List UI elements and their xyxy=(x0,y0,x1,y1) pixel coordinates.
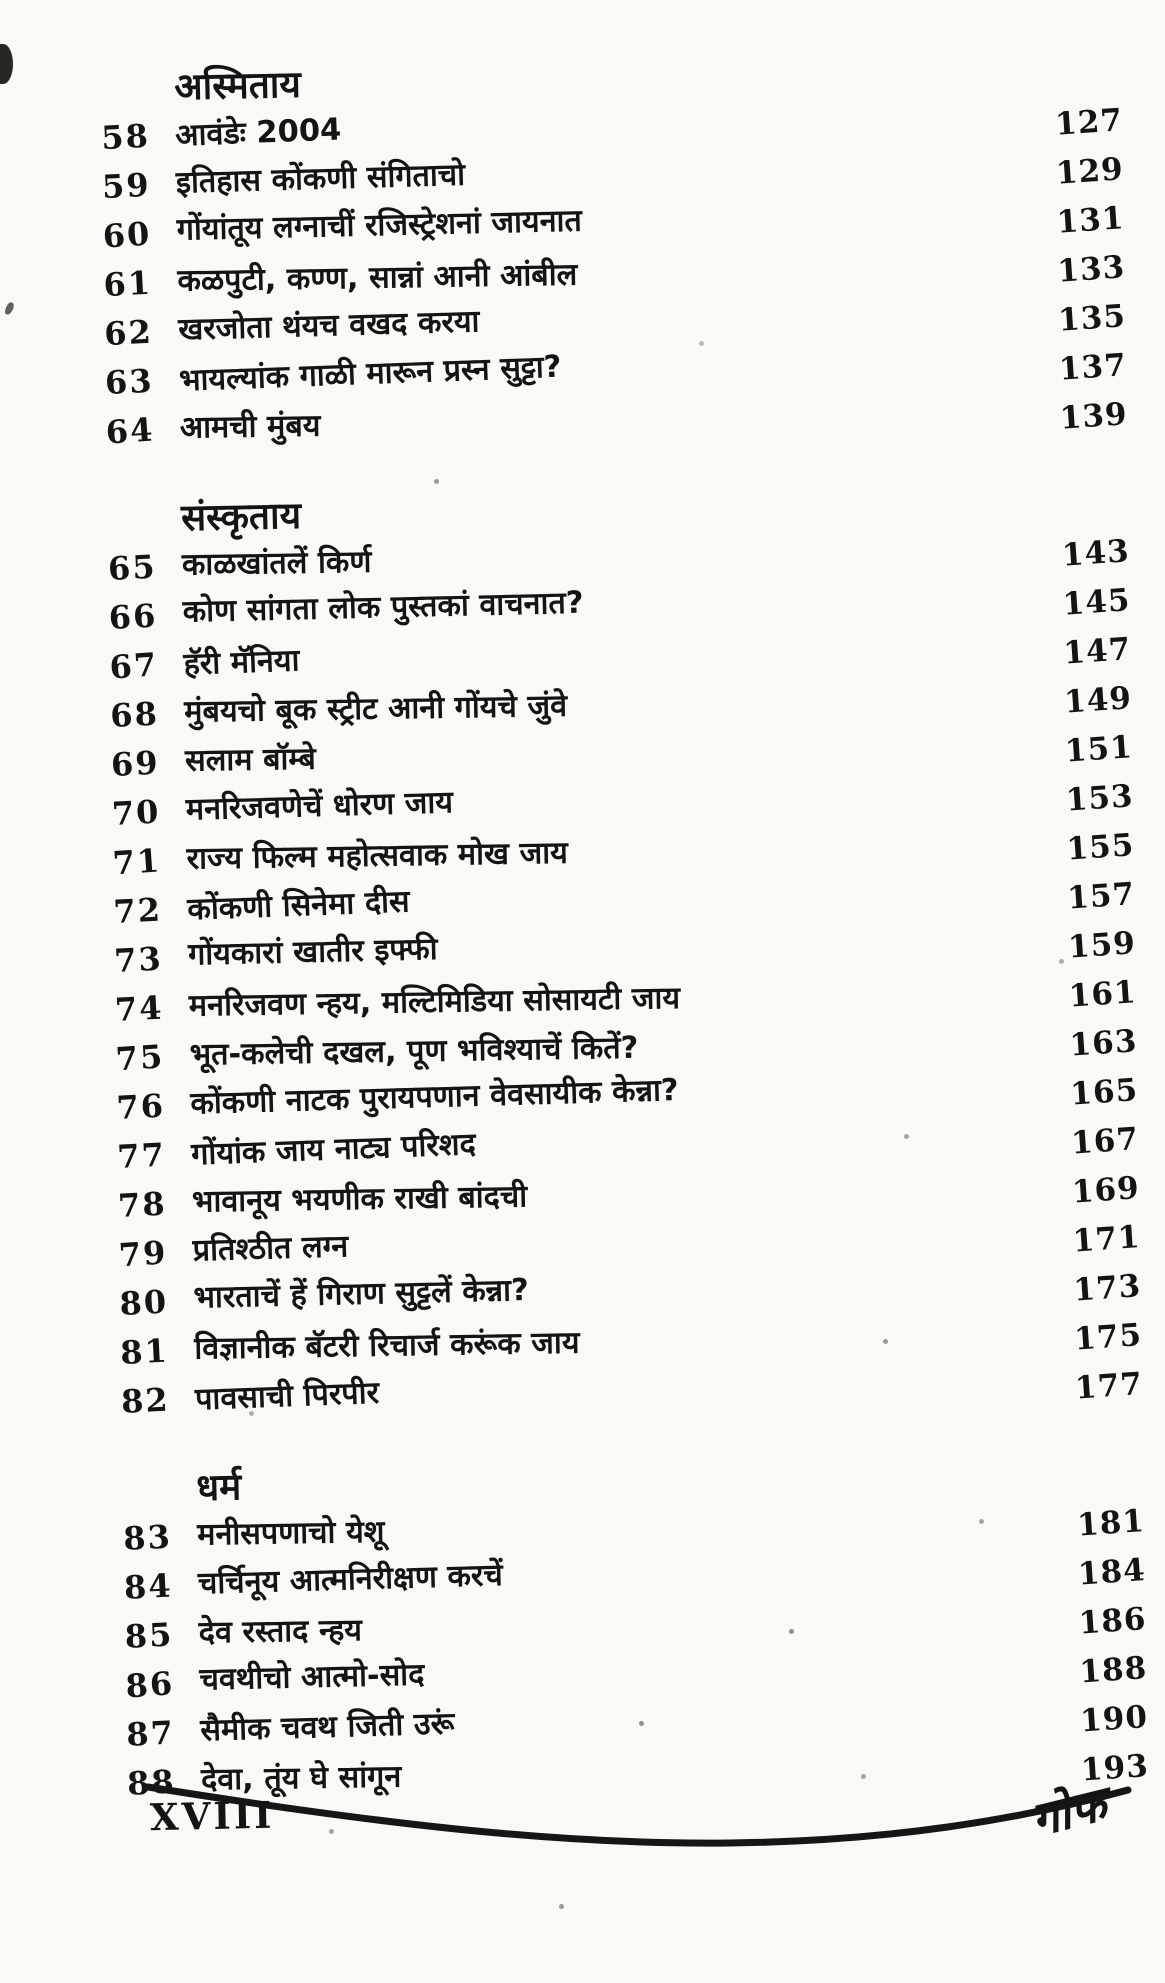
entry-number: 64 xyxy=(104,409,156,452)
entry-page-number: 147 xyxy=(1062,630,1133,672)
entry-title: इतिहास कोंकणी संगिताचो xyxy=(175,157,466,201)
entry-number: 67 xyxy=(108,644,160,687)
entry-number: 85 xyxy=(123,1614,175,1656)
entry-number: 59 xyxy=(101,165,152,206)
entry-page-number: 133 xyxy=(1056,248,1127,290)
entry-number: 81 xyxy=(119,1331,170,1372)
entry-title: कोण सांगता लोक पुस्तकां वाचनात? xyxy=(182,585,584,630)
entry-title: मुंबयचो बूक स्ट्रीट आनी गोंयचे जुंवे xyxy=(184,688,568,730)
entry-page-number: 131 xyxy=(1055,199,1126,241)
entry-page-number: 169 xyxy=(1071,1169,1142,1211)
entry-page-number: 155 xyxy=(1065,826,1136,868)
entry-title: कोंकणी नाटक पुरायपणान वेवसायीक केन्ना? xyxy=(189,1072,679,1122)
entry-number: 77 xyxy=(116,1135,167,1176)
entry-title: मनरिजवण न्हय, मल्टिमिडिया सोसायटी जाय xyxy=(188,980,681,1024)
entry-number: 72 xyxy=(112,890,163,931)
entry-title: मनरिजवणेचें धोरण जाय xyxy=(185,784,454,828)
entry-title: भूत-कलेची दखल, पूण भविश्याचें कितें? xyxy=(189,1030,639,1073)
entry-number: 79 xyxy=(117,1232,169,1274)
entry-number: 74 xyxy=(114,988,165,1029)
entry-title: गोंयांक जाय नाट्य परिशद xyxy=(190,1126,477,1172)
entry-number: 78 xyxy=(117,1184,168,1225)
entry-page-number: 159 xyxy=(1067,924,1138,966)
entry-page-number: 163 xyxy=(1068,1022,1139,1064)
scan-edge-mark xyxy=(0,44,13,84)
entry-page-number: 157 xyxy=(1066,875,1137,917)
entry-page-number: 137 xyxy=(1058,346,1129,388)
entry-title: भावानूय भयणीक राखी बांदची xyxy=(191,1178,528,1220)
entry-number: 70 xyxy=(110,792,162,833)
entry-title: काळखांतलें किर्ण xyxy=(181,544,372,583)
entry-title: मनीसपणाचो येशू xyxy=(196,1514,385,1553)
entry-page-number: 153 xyxy=(1064,777,1135,819)
entry-page-number: 161 xyxy=(1068,973,1139,1015)
entry-title: देवा, तूंय घे सांगून xyxy=(200,1758,402,1798)
entry-number: 76 xyxy=(115,1086,166,1127)
entry-title: गोंयकारां खातीर इफ्फी xyxy=(187,931,439,973)
entry-title: भायल्यांक गाळी मारून प्रस्न सुट्टा? xyxy=(178,349,562,399)
scan-specks xyxy=(0,0,3,3)
entry-page-number: 135 xyxy=(1057,297,1128,339)
section-title: अस्मिताय xyxy=(173,62,302,109)
entry-page-number: 129 xyxy=(1055,150,1126,192)
entry-number: 84 xyxy=(123,1565,174,1607)
entry-number: 73 xyxy=(113,939,164,980)
entry-page-number: 175 xyxy=(1073,1316,1144,1358)
page-number-roman: XVIII xyxy=(149,1792,275,1840)
entry-number: 63 xyxy=(104,361,155,402)
entry-title: आमची मुंबय xyxy=(179,408,321,446)
entry-page-number: 184 xyxy=(1077,1551,1148,1593)
entry-page-number: 173 xyxy=(1072,1267,1143,1309)
entry-page-number: 186 xyxy=(1077,1600,1148,1642)
entry-number: 58 xyxy=(100,116,151,157)
entry-number: 88 xyxy=(126,1761,177,1803)
entry-number: 82 xyxy=(120,1380,171,1421)
entry-page-number: 149 xyxy=(1063,679,1134,721)
entry-title: हॅरी मॅनिया xyxy=(182,642,300,683)
entry-page-number: 177 xyxy=(1074,1365,1145,1407)
entry-title: भारताचें हें गिराण सुट्टलें केन्ना? xyxy=(193,1272,530,1316)
entry-title: गोंयांतूय लग्नाचीं रजिस्ट्रेशनां जायनात xyxy=(176,203,583,248)
entry-title: कोंकणी सिनेमा दीस xyxy=(186,883,411,928)
entry-page-number: 145 xyxy=(1061,581,1132,623)
entry-title: खरजोता थंयच वखद करया xyxy=(177,303,480,348)
entry-page-number: 127 xyxy=(1054,101,1125,143)
entry-page-number: 181 xyxy=(1076,1502,1147,1544)
entry-page-number: 151 xyxy=(1064,728,1135,770)
corner-signature: गोफ xyxy=(1025,1776,1112,1849)
entry-number: 61 xyxy=(102,263,154,304)
entry-title: प्रतिश्ठीत लग्न xyxy=(192,1228,349,1269)
entry-title: चर्चिनूय आत्मनिरीक्षण करचें xyxy=(197,1557,504,1602)
entry-title: पावसाची पिरपीर xyxy=(194,1375,380,1417)
entry-page-number: 143 xyxy=(1061,532,1132,574)
entry-number: 66 xyxy=(107,596,159,637)
entry-title: सलाम बॉम्बे xyxy=(184,741,317,779)
entry-page-number: 193 xyxy=(1080,1747,1151,1789)
entry-number: 75 xyxy=(114,1036,166,1079)
entry-title: देव रस्ताद न्हय xyxy=(198,1612,363,1651)
entry-title: सैमीक चवथ जिती उरूं xyxy=(199,1705,455,1749)
entry-page-number: 188 xyxy=(1078,1649,1149,1691)
section-title: संस्कृताय xyxy=(180,493,302,540)
entry-title: कळपुटी, कण्ण, सान्नां आनी आंबील xyxy=(177,257,578,299)
entry-page-number: 139 xyxy=(1058,395,1129,437)
entry-title: आवंडेः 2004 xyxy=(174,112,342,154)
entry-title: चवथीचो आत्मो-सोद xyxy=(199,1656,425,1698)
section-title: धर्म xyxy=(195,1465,242,1510)
entry-title: राज्य फिल्म महोत्सवाक मोख जाय xyxy=(186,835,569,877)
entry-number: 86 xyxy=(124,1663,176,1705)
entry-page-number: 190 xyxy=(1079,1698,1150,1740)
entry-number: 60 xyxy=(101,213,153,256)
entry-title: विज्ञानीक बॅटरी रिचार्ज करूंक जाय xyxy=(194,1325,580,1367)
entry-page-number: 167 xyxy=(1070,1120,1141,1162)
toc-list xyxy=(100,42,1149,1807)
entry-number: 71 xyxy=(111,840,163,883)
entry-page-number: 171 xyxy=(1071,1218,1142,1260)
entry-number: 83 xyxy=(122,1517,173,1558)
scan-speck-comma xyxy=(4,301,15,316)
entry-number: 65 xyxy=(107,547,158,588)
entry-number: 62 xyxy=(103,312,154,353)
entry-number: 69 xyxy=(110,743,161,784)
entry-number: 87 xyxy=(125,1712,176,1754)
entry-number: 80 xyxy=(118,1282,170,1323)
entry-number: 68 xyxy=(109,694,160,735)
entry-page-number: 165 xyxy=(1069,1071,1140,1113)
